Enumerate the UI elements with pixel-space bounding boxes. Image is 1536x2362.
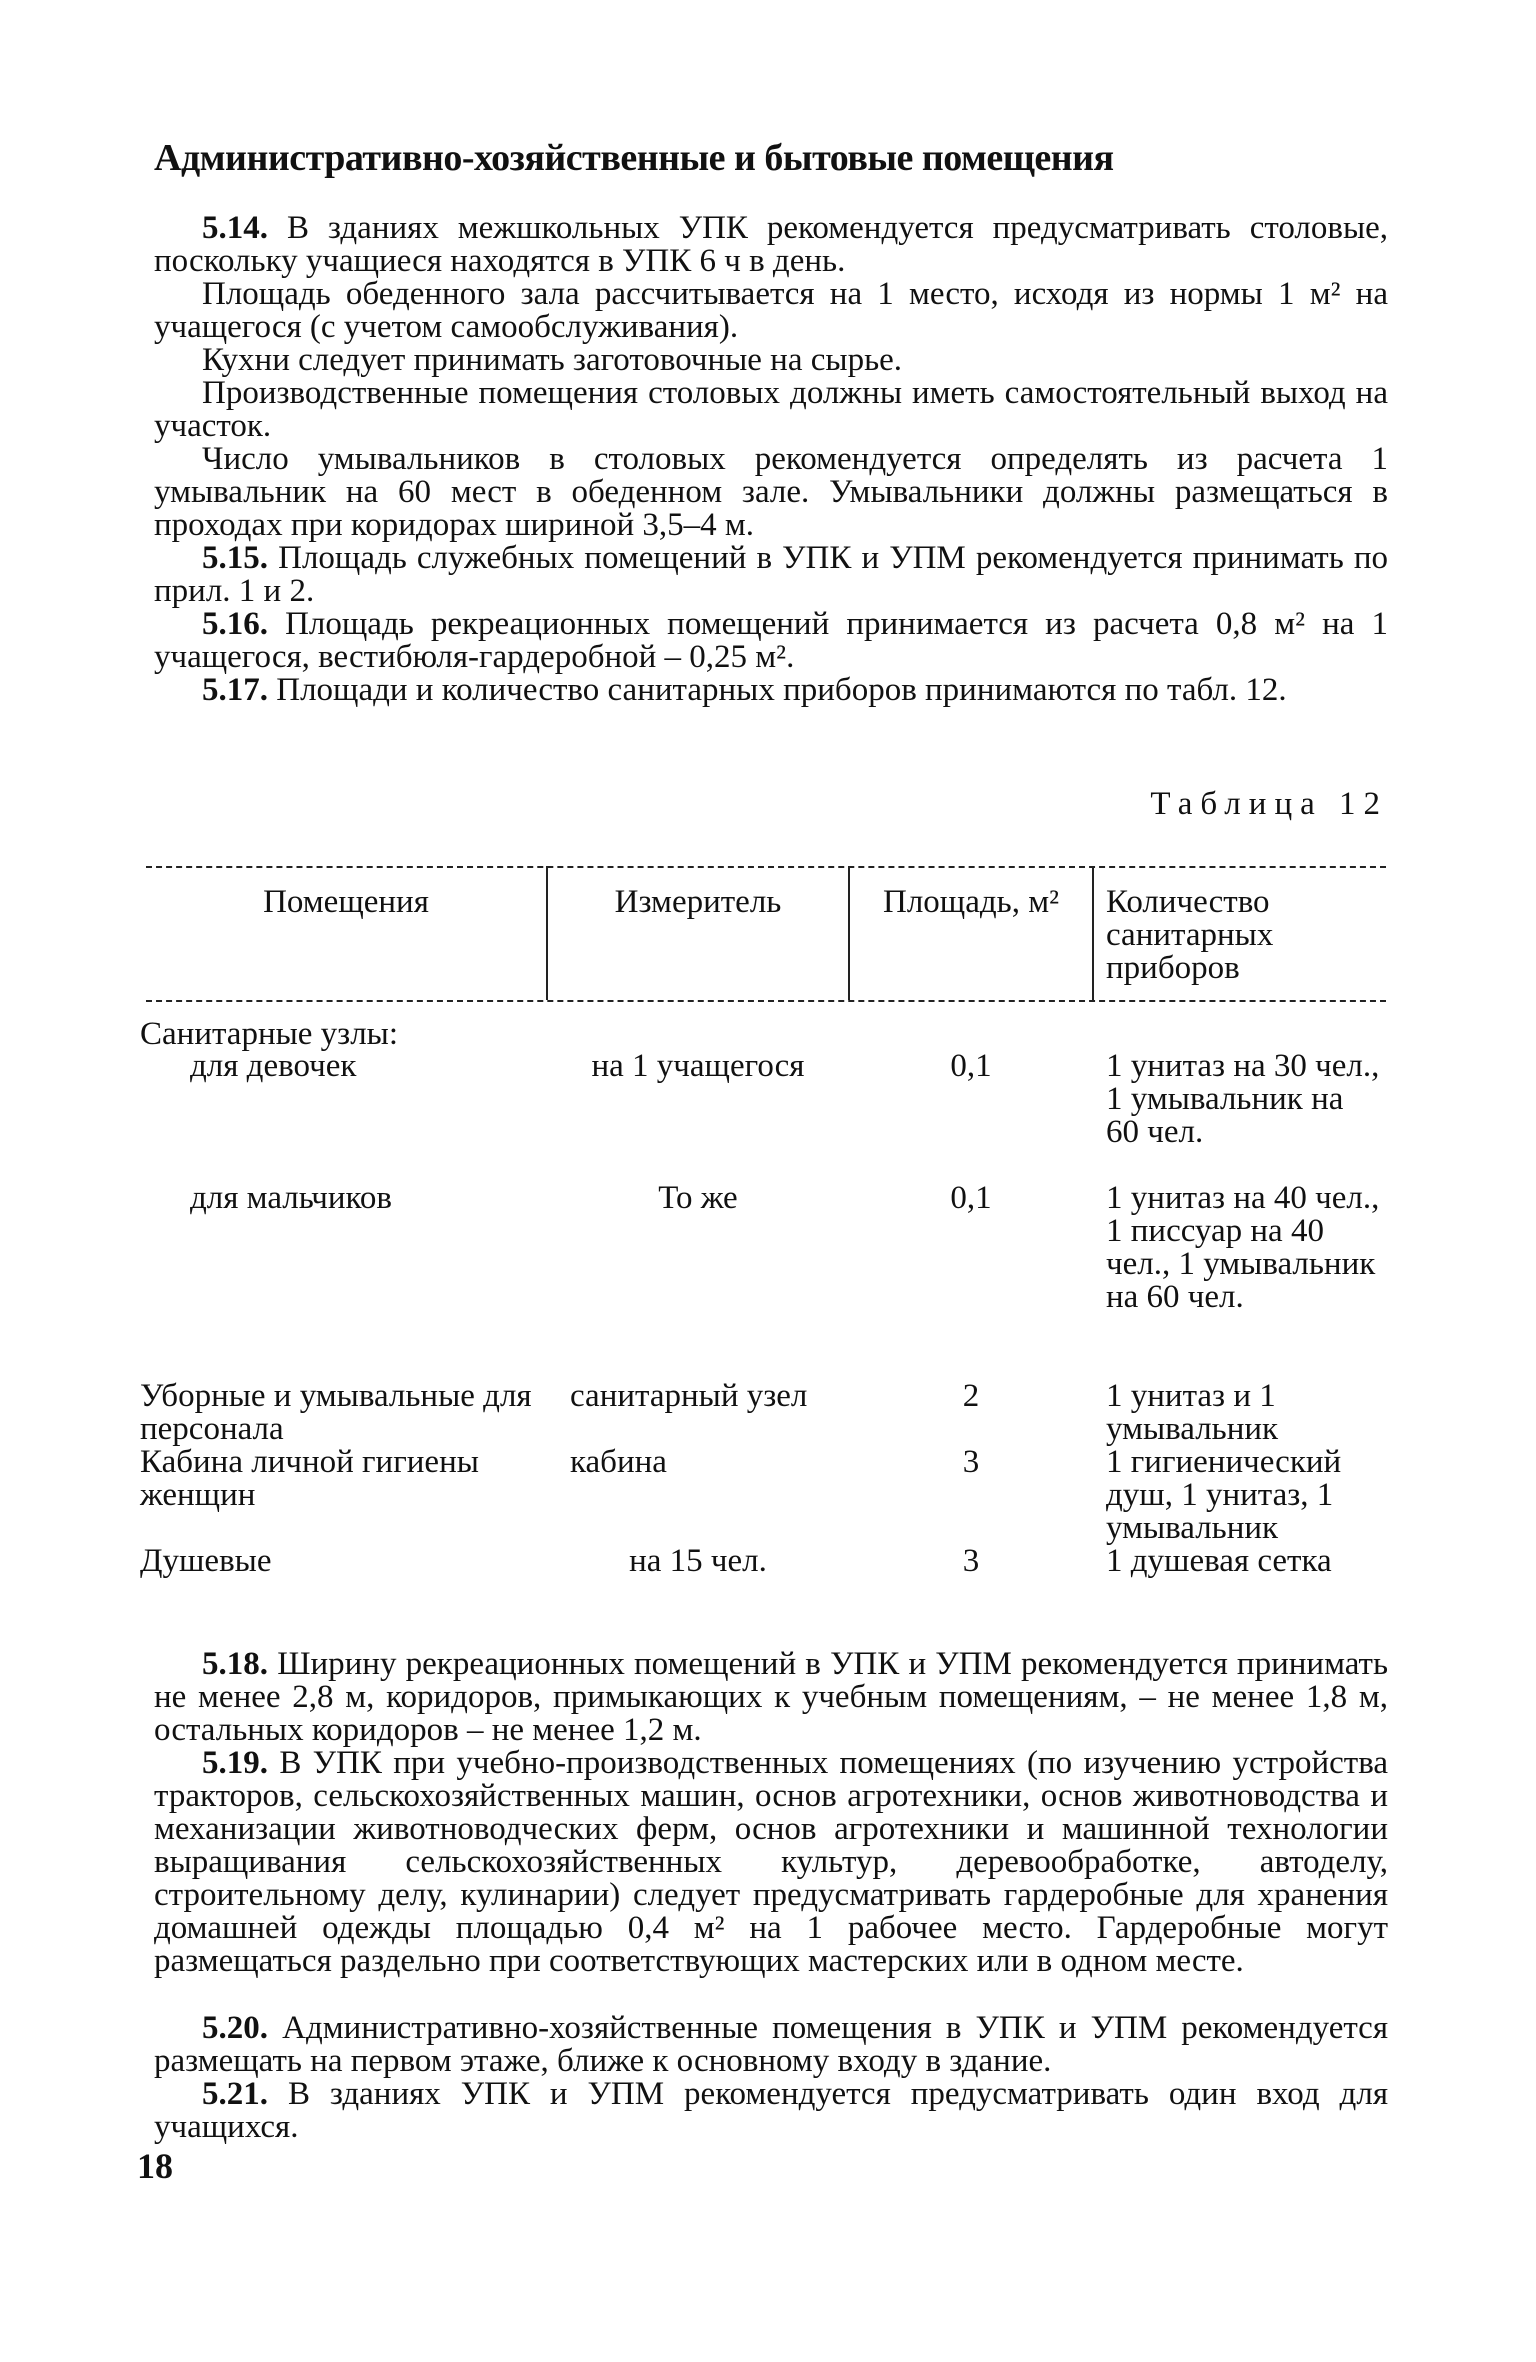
table-row-quantity: 1 душевая сетка (1106, 1543, 1332, 1579)
paragraph-kitchens: Кухни следует принимать заготовочные на сырье. (202, 342, 903, 378)
table-row-name: Душевые (140, 1543, 272, 1579)
paragraph-washbasins: Число умывальников в столовых рекомендуется определять из расчета 1 умывальник на 60 мест в обеденном зале. Умывальники должны размещаться в проходах при коридорах шириной 3,5–4 м. (154, 441, 1388, 543)
paragraph-production-rooms: Производственные помещения столовых должны иметь самостоятельный выход на участок. (154, 375, 1388, 444)
table-row-name: для девочек (190, 1048, 357, 1084)
table-top-rule (146, 866, 1386, 868)
table-row-unit: на 1 учащегося (591, 1048, 805, 1084)
paragraph-5-19: 5.19. В УПК при учебно-производственных помещениях (по изучению устройства тракторов, сельскохозяйственных машин, основ агротехники, основ животноводства и механизации животноводческих ферм, основ агротехники и машинной технологии выращивания сельскохозяйственных культур, деревообработке, автоделу, строительному делу, кулинарии) следует предусматривать гардеробные для хранения домашней одежды площадью 0,4 м² на 1 рабочее место. Гардеробные могут размещаться раздельно при соответствующих мастерских или в одном месте. (154, 1745, 1389, 1979)
table-header-rule (146, 1000, 1386, 1002)
table-row-quantity: 1 унитаз на 40 чел., 1 писсуар на 40 чел., 1 умывальник на 60 чел. (1106, 1180, 1380, 1315)
table-row-area: 0,1 (950, 1180, 992, 1216)
table-row-area: 0,1 (950, 1048, 992, 1084)
paragraph-5-15: 5.15. Площадь служебных помещений в УПК и УПМ рекомендуется принимать по прил. 1 и 2. (154, 540, 1389, 609)
header-rooms: Помещения (263, 884, 429, 920)
col-divider-3 (1092, 866, 1094, 1000)
table-row-name: Кабина личной гигиены женщин (140, 1444, 479, 1513)
table-row-name: Уборные и умывальные для персонала (140, 1378, 532, 1447)
table-row-area: 2 (962, 1378, 980, 1414)
table-row-unit: на 15 чел. (629, 1543, 767, 1579)
table-row-quantity: 1 унитаз на 30 чел., 1 умывальник на 60 чел. (1106, 1048, 1380, 1150)
paragraph-5-17: 5.17. Площади и количество санитарных приборов принимаются по табл. 12. (202, 672, 1287, 708)
header-unit: Измеритель (614, 884, 782, 920)
table-row-unit: То же (658, 1180, 738, 1216)
paragraph-dining-area: Площадь обеденного зала рассчитывается на 1 место, исходя из нормы 1 м² на учащегося (с учетом самообслуживания). (154, 276, 1388, 345)
paragraph-5-16: 5.16. Площадь рекреационных помещений принимается из расчета 0,8 м² на 1 учащегося, вестибюля-гардеробной – 0,25 м². (154, 606, 1388, 675)
table-row-name: для мальчиков (190, 1180, 392, 1216)
paragraph-5-21: 5.21. В зданиях УПК и УПМ рекомендуется предусматривать один вход для учащихся. (154, 2076, 1388, 2145)
table-row-quantity: 1 унитаз и 1 умывальник (1106, 1378, 1279, 1447)
paragraph-5-18: 5.18. Ширину рекреационных помещений в УПК и УПМ рекомендуется принимать не менее 2,8 м, коридоров, примыкающих к учебным помещениям, – не менее 1,8 м, остальных коридоров – не менее 1,2 м. (154, 1646, 1388, 1748)
section-heading: Административно-хозяйственные и бытовые помещения (154, 137, 1114, 179)
table-caption: Таблица 12 (1150, 786, 1388, 822)
paragraph-5-14: 5.14. В зданиях межшкольных УПК рекомендуется предусматривать столовые, поскольку учащиеся находятся в УПК 6 ч в день. (154, 210, 1389, 279)
header-quantity: Количество санитарных приборов (1106, 884, 1274, 986)
group-label-sanitary: Санитарные узлы: (140, 1016, 399, 1052)
table-row-unit: санитарный узел (570, 1378, 808, 1414)
page-number: 18 (137, 2146, 173, 2186)
table-row-quantity: 1 гигиенический душ, 1 унитаз, 1 умывальник (1106, 1444, 1342, 1546)
table-row-area: 3 (962, 1543, 980, 1579)
header-area: Площадь, м² (883, 884, 1059, 920)
table-row-area: 3 (962, 1444, 980, 1480)
paragraph-5-20: 5.20. Административно-хозяйственные помещения в УПК и УПМ рекомендуется размещать на первом этаже, ближе к основному входу в здание. (154, 2010, 1388, 2079)
table-row-unit: кабина (570, 1444, 667, 1480)
